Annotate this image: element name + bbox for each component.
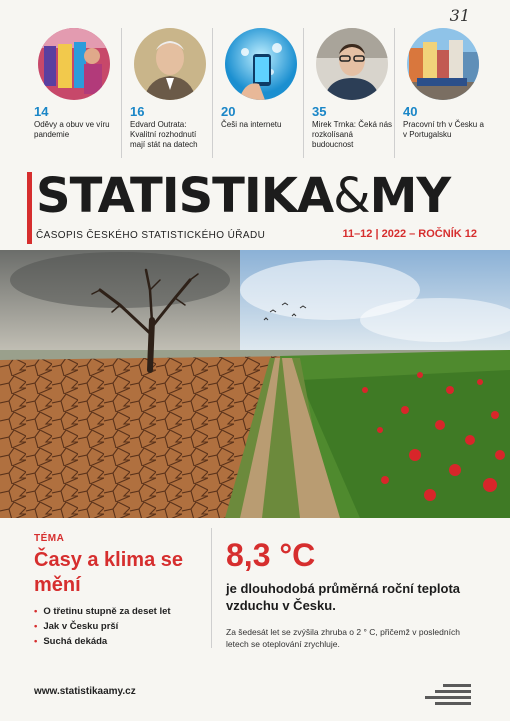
teaser-item[interactable] — [30, 28, 121, 158]
temperature-subtitle: je dlouhodobá průměrná roční teplota vzduchu v Česku. — [226, 581, 461, 613]
list-item[interactable]: • Suchá dekáda — [34, 634, 171, 649]
magazine-subtitle: ČASOPIS ČESKÉHO STATISTICKÉHO ÚŘADU — [36, 230, 266, 241]
czso-logo-icon — [425, 684, 471, 706]
divider — [211, 528, 212, 648]
issue-info: 11–12 | 2022 – ROČNÍK 12 — [342, 228, 477, 240]
portrait-photo-icon — [134, 28, 206, 100]
cover-image — [0, 250, 510, 518]
accent-bar — [27, 172, 32, 244]
list-item[interactable]: • Jak v Česku prší — [34, 619, 171, 634]
teaser-caption: Pracovní trh v Česku a v Portugalsku — [403, 120, 484, 139]
teaser-caption: Oděvy a obuv ve víru pandemie — [34, 120, 110, 139]
teaser-caption: Češi na internetu — [221, 120, 282, 129]
theme-bullets — [34, 604, 171, 649]
website-link[interactable]: www.statistikaamy.cz — [34, 686, 136, 697]
teaser-strip — [30, 28, 486, 158]
teaser-item[interactable] — [303, 28, 394, 158]
teaser-page-number: 16 — [130, 104, 145, 119]
magazine-title: STATISTIKA&MY — [36, 168, 451, 224]
section-label: TÉMA — [34, 533, 65, 544]
teaser-item[interactable] — [394, 28, 485, 158]
temperature-value: 8,3 °C — [226, 537, 316, 573]
clothing-photo-icon — [38, 28, 110, 100]
teaser-caption: Mirek Trnka: Čeká nás rozkolísaná budoucnost — [312, 120, 393, 149]
teaser-page-number: 35 — [312, 104, 327, 119]
teaser-page-number: 40 — [403, 104, 418, 119]
list-item[interactable]: • O třetinu stupně za deset let — [34, 604, 171, 619]
street-photo-icon — [407, 28, 479, 100]
teaser-page-number: 20 — [221, 104, 236, 119]
temperature-description: Za šedesát let se zvýšila zhruba o 2 ° C, přičemž v posledních letech se oteplování zrychluje. — [226, 627, 460, 649]
handwritten-mark: 31 — [449, 6, 470, 25]
theme-title[interactable]: Časy a klima se mění — [34, 549, 183, 596]
teaser-item[interactable] — [121, 28, 212, 158]
smartphone-photo-icon — [225, 28, 297, 100]
teaser-page-number: 14 — [34, 104, 49, 119]
teaser-caption: Edvard Outrata: Kvalitní rozhodnutí mají stát na datech — [130, 120, 198, 149]
portrait-photo-icon — [316, 28, 388, 100]
teaser-item[interactable] — [212, 28, 303, 158]
